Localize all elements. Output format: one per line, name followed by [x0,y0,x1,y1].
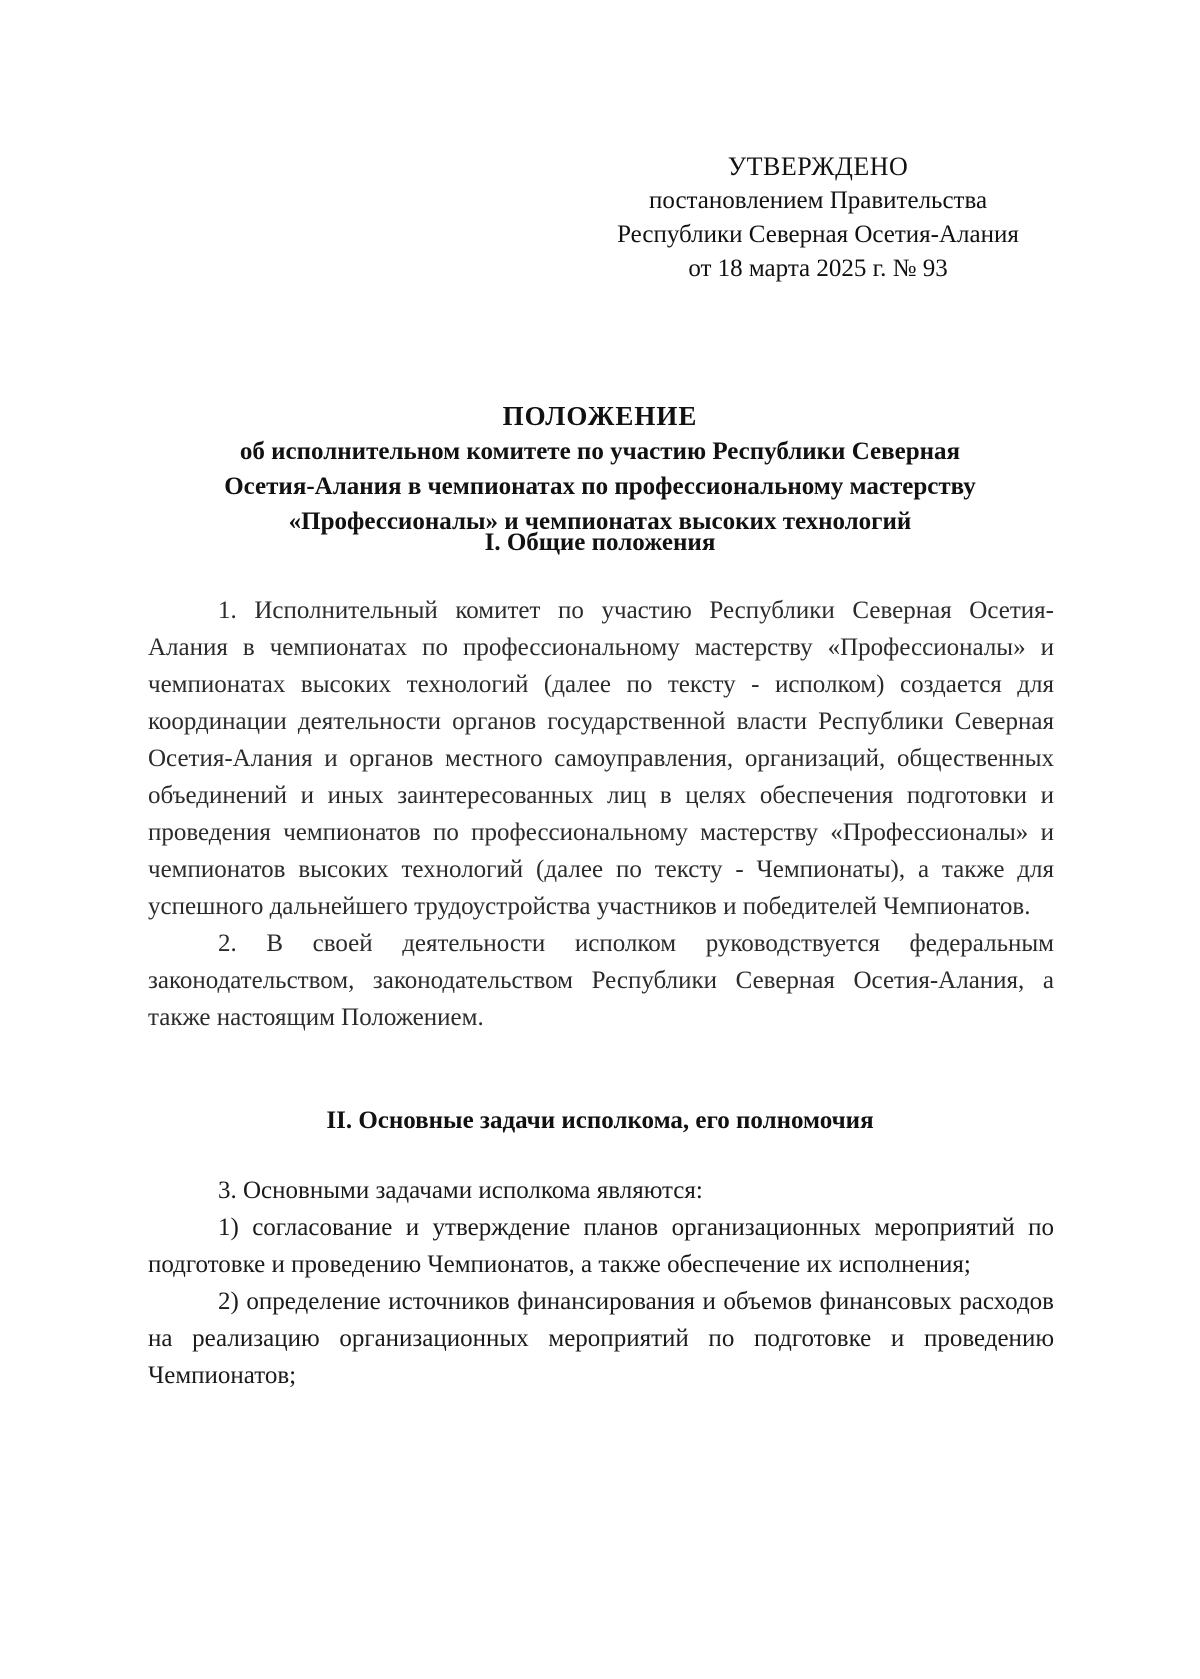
document-subtitle-line-1: об исполнительном комитете по участию Республики Северная [239,438,961,465]
approval-line-republic: Республики Северная Осетия-Алания [617,221,1019,248]
list-item-2: 2) определение источников финансирования и объемов финансовых расходов на реализацию организационных мероприятий по подготовке и проведению Чемпионатов; [148,1288,1054,1389]
section-1-body [148,592,1054,1036]
paragraph-1: 1. Исполнительный комитет по участию Республики Северная Осетия-Алания в чемпионатах по профессиональному мастерству «Профессионалы» и чемпионатах высоких технологий (далее по тексту - исполком) создается для координации деятельности органов государственной власти Республики Северная Осетия-Алания и органов местного самоуправления, организаций, общественных объединений и иных заинтересованных лиц в целях обеспечения подготовки и проведения чемпионатов по профессиональному мастерству «Профессионалы» и чемпионатов высоких технологий (далее по тексту - Чемпионаты), а также для успешного дальнейшего трудоустройства участников и победителей Чемпионатов. [148,597,1054,920]
section-2-body [148,1172,1054,1394]
document-title-block [140,398,1060,539]
approval-line-resolution: постановлением Правительства [648,187,988,214]
list-item-1: 1) согласование и утверждение планов организационных мероприятий по подготовке и проведению Чемпионатов, а также обеспечение их исполнения; [148,1214,1054,1278]
document-title: ПОЛОЖЕНИЕ [502,401,698,431]
document-subtitle-line-2: Осетия-Алания в чемпионатах по профессиональному мастерству [224,473,976,500]
paragraph-3: 3. Основными задачами исполкома являются: [218,1177,703,1204]
approval-block [588,150,1048,286]
section-2-heading: II. Основные задачи исполкома, его полномочия [326,1107,874,1134]
document-subtitle-line-3: «Профессионалы» и чемпионатах высоких технологий [288,508,912,535]
approval-line-date: от 18 марта 2025 г. № 93 [688,255,948,282]
approval-heading: УТВЕРЖДЕНО [727,152,909,181]
paragraph-2: 2. В своей деятельности исполком руководствуется федеральным законодательством, законодательством Республики Северная Осетия-Алания, а также настоящим Положением. [148,930,1054,1031]
section-1-heading: I. Общие положения [484,529,716,556]
